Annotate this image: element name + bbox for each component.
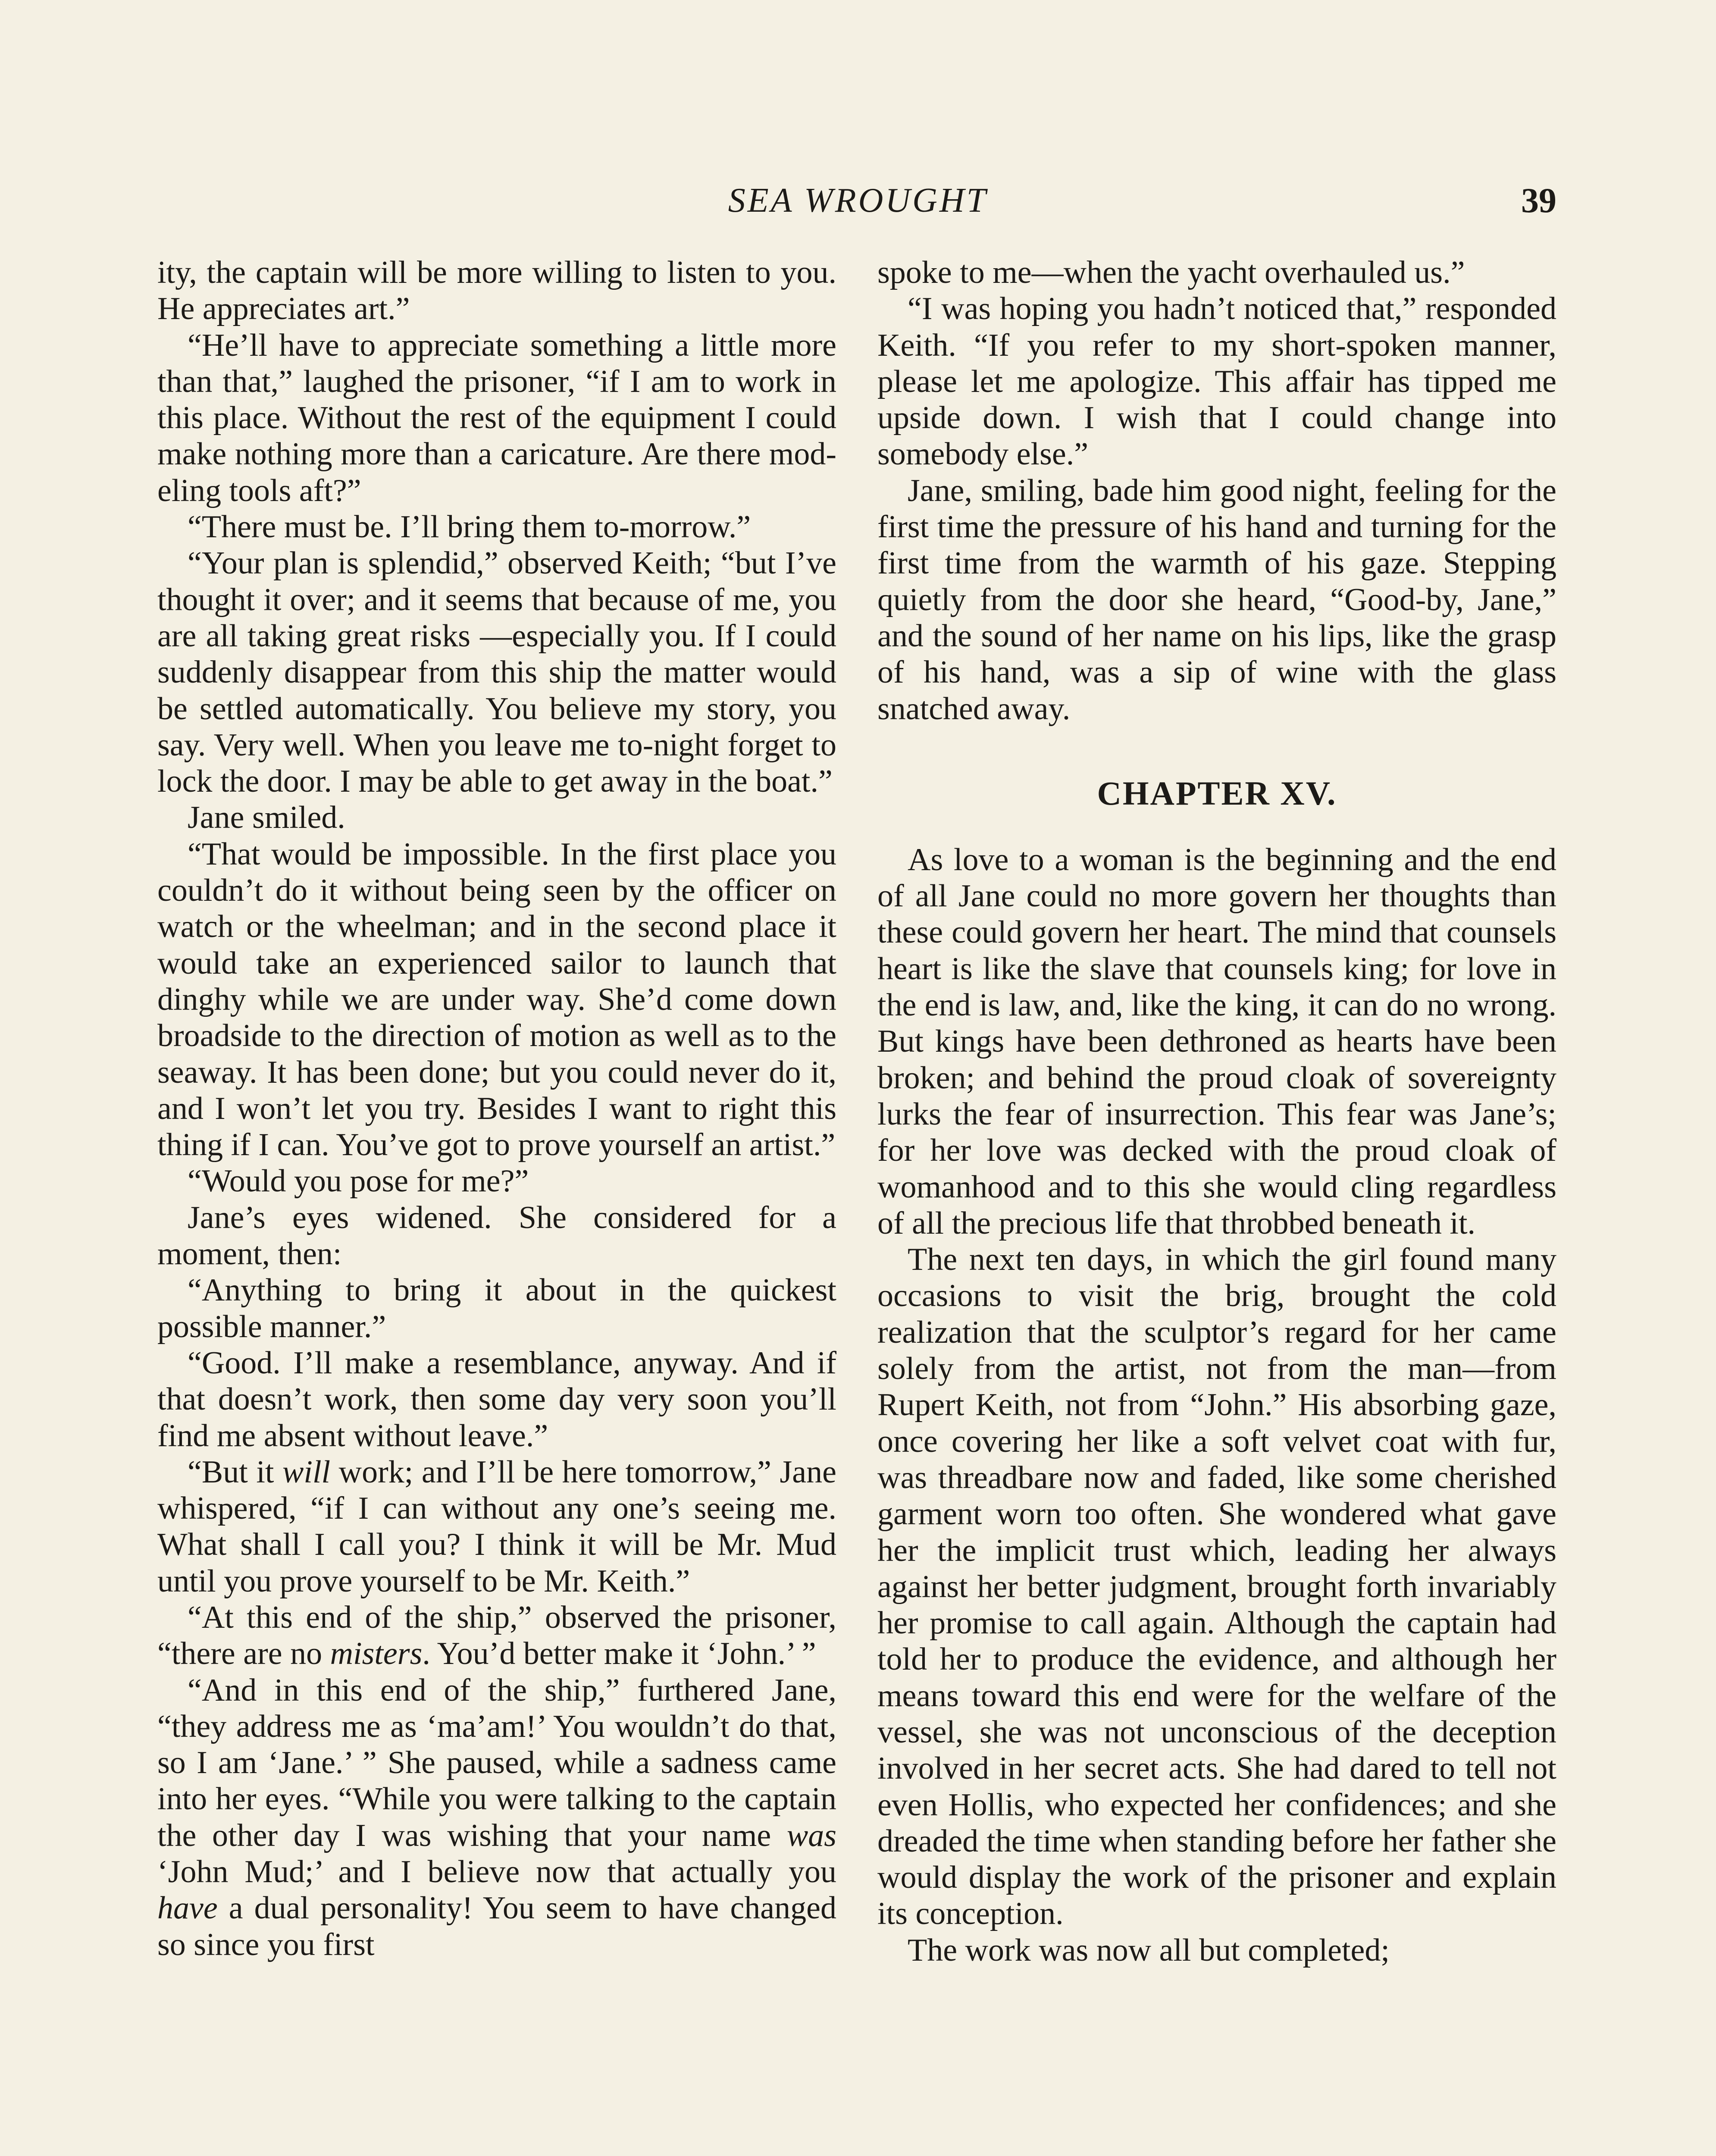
- paragraph: “I was hoping you hadn’t noticed that,” responded Keith. “If you refer to my short-spoken manner, please let me apologize. This affair has tipped me upside down. I wish that I could change into somebody else.”: [877, 291, 1556, 472]
- paragraph: As love to a woman is the beginning and the end of all Jane could no more govern her thoughts than these could govern her heart. The mind that counsels heart is like the slave that counsels king; for love in the end is law, and, like the king, it can do no wrong. But kings have been dethroned as hearts have been broken; and behind the proud cloak of sovereignty lurks the fear of insurrection. This fear was Jane’s; for her love was decked with the proud cloak of womanhood and to this she would cling regardless of all the precious life that throbbed beneath it.: [877, 842, 1556, 1241]
- paragraph: “Your plan is splendid,” observed Keith; “but I’ve thought it over; and it seems that because of me, you are all taking great risks —especially you. If I could suddenly disappear from this ship the matter would be settled automatically. You believe my story, you say. Very well. When you leave me to-night forget to lock the door. I may be able to get away in the boat.”: [157, 545, 836, 799]
- paragraph: “There must be. I’ll bring them to-morrow.”: [188, 509, 751, 545]
- paragraph: “Good. I’ll make a resemblance, anyway. And if that doesn’t work, then some day very soon you’ll find me absent without leave.”: [157, 1345, 836, 1454]
- page-number: 39: [1521, 181, 1556, 220]
- paragraph: Jane, smiling, bade him good night, feeling for the first time the pressure of his hand and turning for the first time from the warmth of his gaze. Stepping quietly from the door she heard, “Good-by, Jane,” and the sound of her name on his lips, like the grasp of his hand, was a sip of wine with the glass snatched away.: [877, 473, 1556, 727]
- paragraph: “Anything to bring it about in the quickest possible manner.”: [157, 1272, 836, 1344]
- paragraph: Jane smiled.: [188, 800, 345, 836]
- right-column: [877, 254, 1556, 1968]
- text-run: ‘John Mud;’ and I believe now that actually you: [157, 1854, 836, 1890]
- paragraph: Jane’s eyes widened. She considered for a moment, then:: [157, 1200, 836, 1272]
- text-run: “At this end of the ship,” observed the prisoner, “there are no: [157, 1599, 836, 1672]
- emphasis: have: [157, 1890, 218, 1926]
- paragraph: The next ten days, in which the girl found many occasions to visit the brig, brought the cold realization that the sculptor’s regard for her came solely from the artist, not from the man—from Rupert Keith, not from “John.” His absorbing gaze, once covering her like a soft velvet coat with fur, was threadbare now and faded, like some cherished garment worn too often. She wondered what gave her the implicit trust which, leading her always against her better judgment, brought forth invariably her promise to call again. Although the captain had told her to produce the evidence, and although her means toward this end were for the welfare of the vessel, she was not unconscious of the deception involved in her secret acts. She had dared to tell not even Hollis, who expected her confidences; and she dreaded the time when standing before her father she would display the work of the prisoner and explain its conception.: [877, 1242, 1556, 1932]
- paragraph: [157, 1454, 836, 1599]
- text-run: a dual personality! You seem to have changed so since you first: [157, 1890, 836, 1962]
- paragraph: “He’ll have to appreciate something a little more than that,” laughed the prisoner, “if I am to work in this place. Without the rest of the equipment I could make nothing more than a caricature. Are there modeling tools aft?”: [157, 327, 836, 508]
- text-run: work; and I’ll be here tomorrow,” Jane whispered, “if I can without any one’s seeing me. What shall I call you? I think it will be Mr. Mud until you prove yourself to be Mr. Keith.”: [157, 1454, 836, 1599]
- paragraph: [157, 1672, 836, 1963]
- paragraph: ity, the captain will be more willing to listen to you. He appreciates art.”: [157, 255, 836, 327]
- text-run: . You’d better make it ‘John.’ ”: [422, 1636, 816, 1672]
- chapter-heading: CHAPTER XV.: [1097, 774, 1337, 812]
- emphasis: will: [282, 1454, 331, 1490]
- running-title: SEA WROUGHT: [728, 182, 988, 219]
- paragraph: “Would you pose for me?”: [188, 1163, 529, 1199]
- paragraph: [157, 1599, 836, 1672]
- emphasis: was: [786, 1818, 836, 1853]
- text-run: “And in this end of the ship,” furthered Jane, “they address me as ‘ma’am!’ You wouldn’t do that, so I am ‘Jane.’ ” She paused, while a sadness came into her eyes. “While you were talking to the captain the other day I was wishing that your name: [157, 1672, 836, 1853]
- page-header: [160, 175, 1556, 226]
- left-column: [157, 254, 836, 1963]
- emphasis: misters: [330, 1636, 423, 1672]
- paragraph: “That would be impossible. In the first place you couldn’t do it without being seen by the officer on watch or the wheelman; and in the second place it would take an experienced sailor to launch that dinghy while we are under way. She’d come down broadside to the direction of motion as well as to the seaway. It has been done; but you could never do it, and I won’t let you try. Besides I want to right this thing if I can. You’ve got to prove yourself an artist.”: [157, 836, 836, 1163]
- text-run: “But it: [188, 1454, 283, 1490]
- paragraph: The work was now all but completed;: [908, 1932, 1390, 1968]
- paragraph: spoke to me—when the yacht overhauled us.”: [877, 255, 1465, 290]
